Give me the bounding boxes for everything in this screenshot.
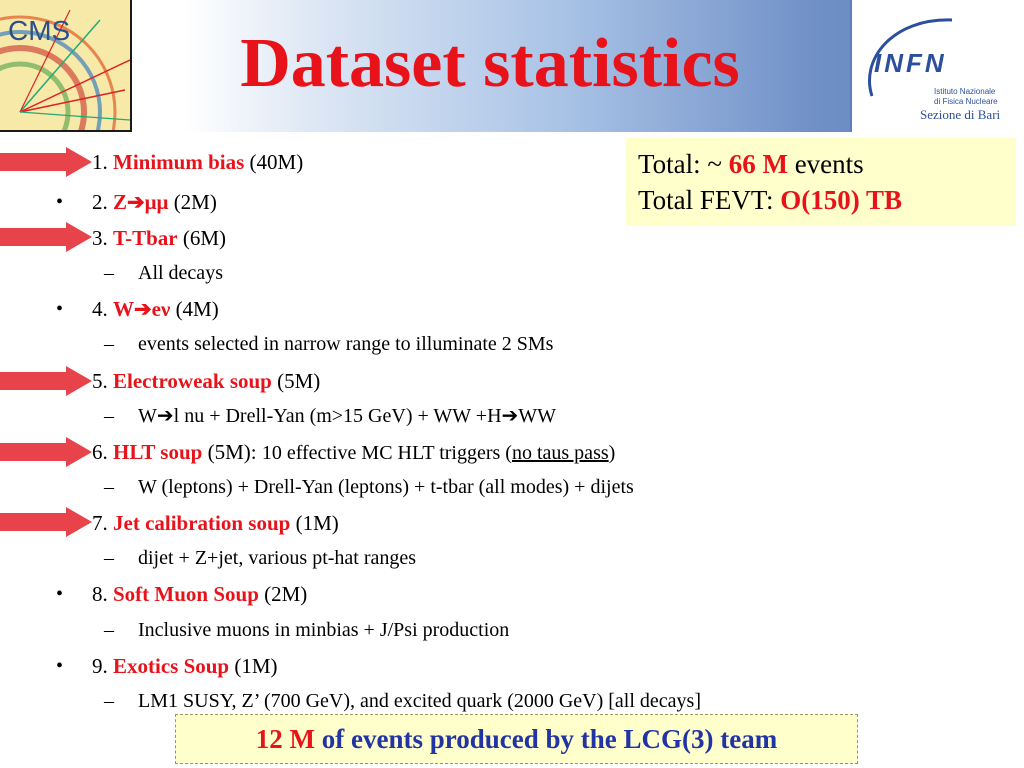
- list-subitem: Inclusive muons in minbias + J/Psi production: [138, 619, 510, 641]
- list-subitem: events selected in narrow range to illuminate 2 SMs: [138, 333, 554, 355]
- infn-logo-name: INFN: [874, 48, 947, 78]
- item-name: μμ: [144, 190, 169, 214]
- dash-icon: –: [104, 405, 114, 427]
- item-name: HLT soup: [113, 440, 203, 464]
- list-subitem: dijet + Z+jet, various pt-hat ranges: [138, 547, 417, 569]
- footer-text: of events produced by the LCG(3) team: [315, 724, 778, 754]
- list-item: [92, 149, 303, 175]
- bullet-icon: •: [56, 191, 64, 213]
- infn-logo-line3: Sezione di Bari: [920, 107, 1001, 122]
- item-name: Soft Muon Soup: [113, 582, 259, 606]
- dash-icon: –: [104, 333, 114, 355]
- list-item: [92, 653, 278, 679]
- bullet-icon: •: [56, 298, 64, 320]
- highlight-arrow-icon: [0, 147, 92, 177]
- list-item: [92, 296, 219, 322]
- right-arrow-icon: ➔: [127, 190, 145, 214]
- item-count: (1M): [229, 654, 278, 678]
- list-subitem: [138, 403, 556, 429]
- item-count: (1M): [290, 511, 339, 535]
- footer-summary: [175, 714, 858, 764]
- right-arrow-icon: ➔: [134, 297, 152, 321]
- item-detail: ): [608, 442, 616, 464]
- dash-icon: –: [104, 262, 114, 284]
- list-item: [92, 510, 339, 536]
- infn-logo-line1: Istituto Nazionale: [934, 87, 996, 96]
- item-count: (6M): [177, 226, 227, 250]
- item-count: (4M): [170, 297, 219, 321]
- total-fevt-prefix: Total FEVT:: [638, 185, 781, 215]
- infn-logo-line2: di Fisica Nucleare: [934, 97, 998, 106]
- dash-icon: –: [104, 619, 114, 641]
- list-item: [92, 225, 226, 251]
- dash-icon: –: [104, 476, 114, 498]
- item-number: 6.: [92, 440, 113, 464]
- item-number: 8.: [92, 582, 113, 606]
- list-item: [92, 189, 217, 215]
- list-subitem: All decays: [138, 262, 223, 284]
- item-count: (5M): [271, 369, 321, 393]
- item-name: W: [113, 297, 134, 321]
- subitem-text: WW: [518, 405, 557, 427]
- item-name: eν: [151, 297, 171, 321]
- highlight-arrow-icon: [0, 507, 92, 537]
- total-events-suffix: events: [787, 149, 864, 179]
- item-number: 9.: [92, 654, 113, 678]
- list-item: [92, 581, 307, 607]
- item-number: 2.: [92, 190, 113, 214]
- item-name: T-Tbar: [113, 226, 178, 250]
- item-number: 4.: [92, 297, 113, 321]
- item-number: 5.: [92, 369, 113, 393]
- list-item: [92, 368, 320, 394]
- list-subitem: LM1 SUSY, Z’ (700 GeV), and excited quark (2000 GeV) [all decays]: [138, 690, 701, 712]
- item-detail-underlined: no taus pass: [511, 442, 609, 464]
- list-subitem: W (leptons) + Drell-Yan (leptons) + t-tbar (all modes) + dijets: [138, 476, 634, 498]
- dash-icon: –: [104, 690, 114, 712]
- item-name: Minimum bias: [113, 150, 245, 174]
- highlight-arrow-icon: [0, 366, 92, 396]
- subitem-text: W: [138, 405, 157, 427]
- bullet-icon: •: [56, 655, 64, 677]
- footer-value: 12 M: [255, 724, 315, 754]
- item-name: Exotics Soup: [113, 654, 230, 678]
- item-count: (5M):: [202, 440, 262, 464]
- page-title: Dataset statistics: [240, 25, 740, 102]
- item-number: 3.: [92, 226, 113, 250]
- item-count: (2M): [168, 190, 217, 214]
- subitem-text: l nu + Drell-Yan (m>15 GeV) + WW +H: [173, 405, 502, 427]
- item-name: Jet calibration soup: [113, 511, 291, 535]
- item-name: Electroweak soup: [113, 369, 272, 393]
- item-name: Z: [113, 190, 128, 214]
- item-number: 1.: [92, 150, 113, 174]
- highlight-arrow-icon: [0, 437, 92, 467]
- dash-icon: –: [104, 547, 114, 569]
- cms-logo-text: CMS: [8, 15, 71, 46]
- item-count: (40M): [244, 150, 304, 174]
- total-fevt-value: O(150) TB: [780, 185, 903, 215]
- highlight-arrow-icon: [0, 222, 92, 252]
- list-item: [92, 439, 615, 466]
- total-events-value: 66 M: [728, 149, 788, 179]
- right-arrow-icon: ➔: [156, 405, 174, 427]
- item-count: (2M): [258, 582, 308, 606]
- item-detail: 10 effective MC HLT triggers (: [261, 442, 512, 464]
- right-arrow-icon: ➔: [501, 405, 519, 427]
- total-events-prefix: Total: ~: [638, 149, 729, 179]
- item-number: 7.: [92, 511, 113, 535]
- bullet-icon: •: [56, 583, 64, 605]
